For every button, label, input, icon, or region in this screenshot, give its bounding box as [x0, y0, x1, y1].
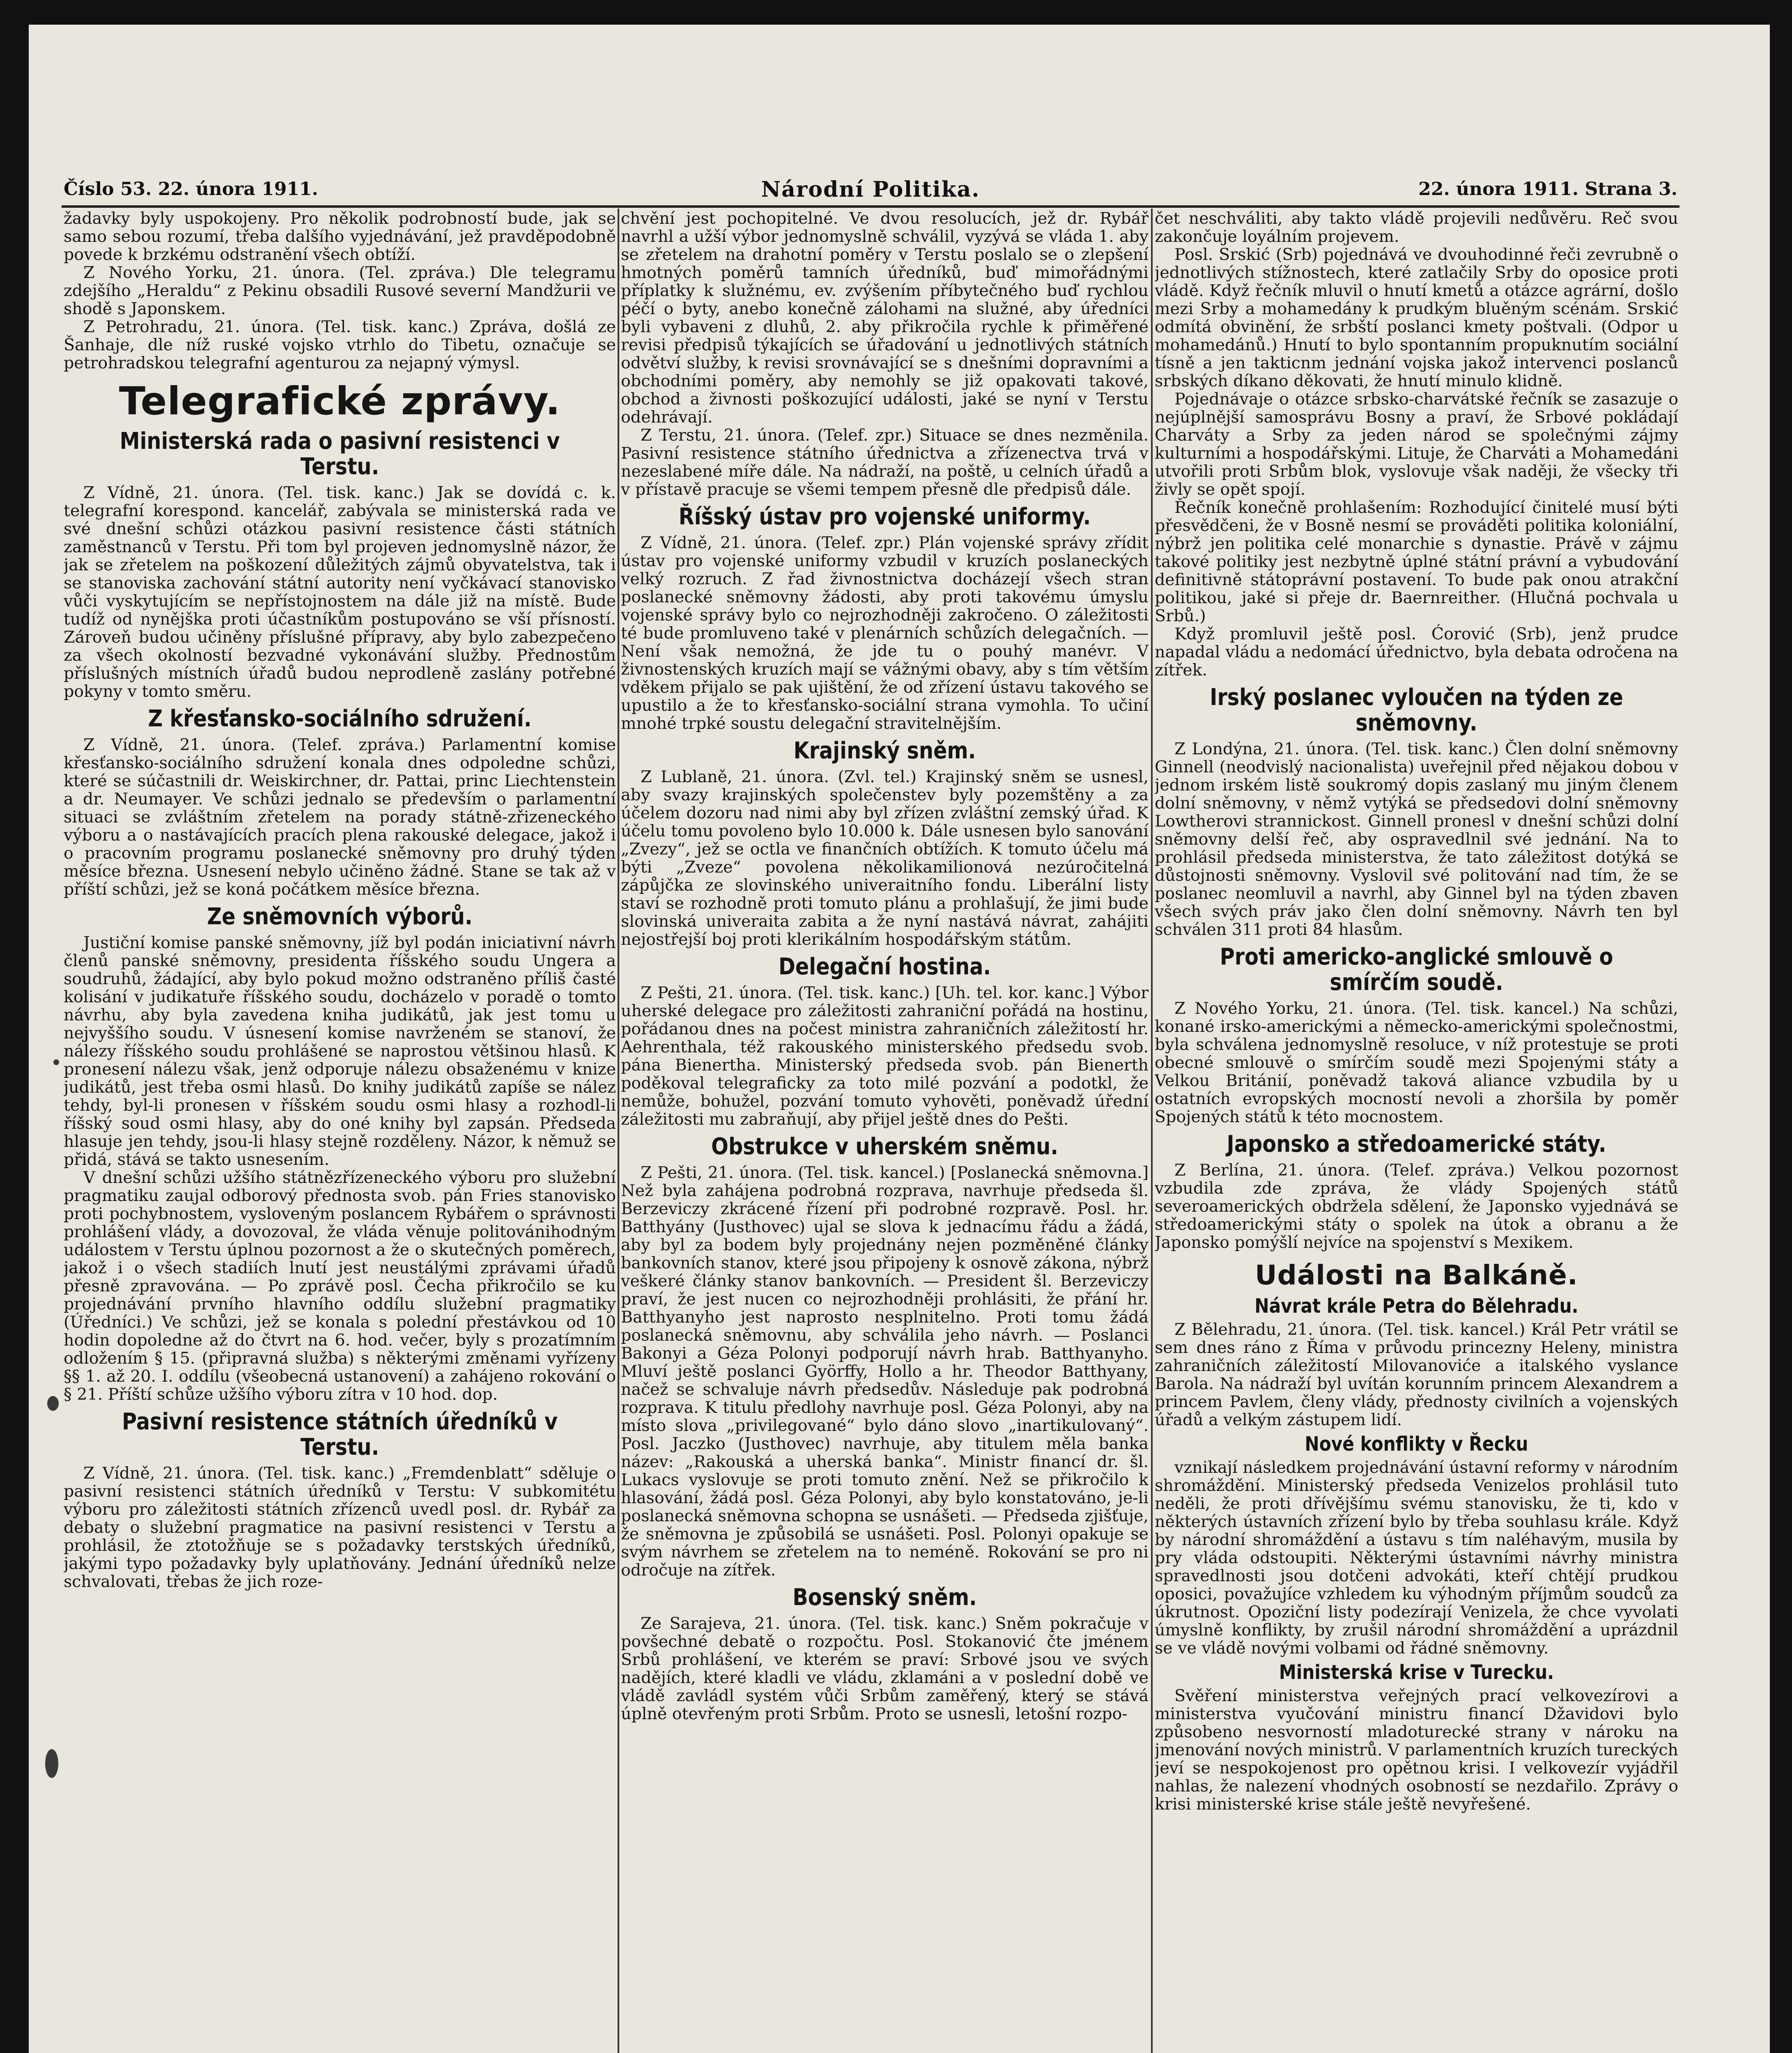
ink-blot [53, 1059, 59, 1065]
paragraph: Z Bělehradu, 21. února. (Tel. tisk. kancel.) Král Petr vrátil se sem dnes ráno z Říma v průvodu princezny Heleny, ministra zahraničních záležitostí Milovanoviće a italského vyslance Barola. Na nádraží byl uvítán korunním princem Alexandrem a princem Pavlem, členy vlády, přednosty civilních a vojenských úřadů a velkým zástupem lidí. [1155, 1320, 1678, 1429]
ink-blot [45, 1749, 58, 1778]
date-page: 22. února 1911. Strana 3. [1418, 179, 1677, 200]
paragraph: vznikají následkem projednávání ústavní reformy v národním shromáždění. Ministerský předseda Venizelos prohlásil tuto neděli, že proti dřívějšímu svému stanovisku, že ti, kdo v některých ústavních zřízení bylo by třeba souhlasu krále. Když by národní shromáždění a ústavu s tím naléhavým, musila by pry vláda odstoupiti. Některými ústavními návrhy ministra spravedlnosti jsou dotčeni advokáti, kteří chtějí prudkou oposici, považujíce vzhledem ku výhodným příjmům soudců za úkrutnost. Opoziční listy podezírají Venizela, že chce vyvolati úmyslně konflikty, by zrušil národní shromáždění a uprázdnil se ve vládě novými volbami od řádné sněmovny. [1155, 1458, 1678, 1658]
masthead: Národní Politika. [761, 177, 980, 202]
article-headline: Nové konflikty v Řecku [1305, 1433, 1528, 1456]
column-divider [618, 209, 619, 2053]
paragraph: Z Vídně, 21. února. (Tel. tisk. kanc.) Jak se dovídá c. k. telegrafní korespond. kancelář, zabývala se ministerská rada ve své dnešní schůzi otázkou pasivní resistence části státních zaměstnanců v Terstu. Při tom byl projeven jednomyslně názor, že jak se zřetelem na poškození důležitých zájmů obyvatelstva, tak i se stanoviska zachování státní autority není vyčkávací stanovisko vůči vyskytujícím se nepřístojnostem na dále již na místě. Bude tudíž od nynějška proti účastníkům postupováno se vší přísností. Zároveň budou učiněny příslušné přípravy, aby bylo zabezpečeno za všech okolností bezvadné vykonávání služby. Přednostům příslušných místních úřadů budou neprodleně zaslány potřebné pokyny v tomto směru. [64, 483, 616, 701]
article-headline: Irský poslanec vyloučen na týden ze sněmovny. [1210, 684, 1623, 736]
article-headline: Delegační hostina. [778, 953, 991, 980]
paragraph: Z Berlína, 21. února. (Telef. zpráva.) Velkou pozornost vzbudila zde zpráva, že vlády Spojených států severoamerických obdržela sdělení, že Japonsko vyjednává se středoamerickými státy o spolek na útok a obranu a že Japonsko pomýšlí nejvíce na spojenství s Mexikem. [1155, 1161, 1678, 1252]
article-headline: Ministerská krise v Turecku. [1279, 1661, 1554, 1684]
paragraph: Z Pešti, 21. února. (Tel. tisk. kanc.) [Uh. tel. kor. kanc.] Výbor uherské delegace pro záležitosti zahraniční pořádá na hostinu, pořádanou dnes na počest ministra zahraničních záležitostí hr. Aehrenthala, též rakouského ministerského předsedu svob. pána Bienertha. Ministerský předseda svob. pán Bienerth poděkoval telegraficky za toto milé pozvání a podotkl, že nemůže, bohužel, pozvání tomuto vyhověti, poněvadž úřední záležitosti mu zabraňují, aby přijel ještě dnes do Pešti. [621, 983, 1149, 1129]
article-headline: Pasivní resistence státních úředníků v Terstu. [122, 1408, 558, 1461]
article-headline: Krajinský sněm. [793, 737, 976, 764]
paragraph: chvění jest pochopitelné. Ve dvou resolucích, jež dr. Rybář navrhl a užší výbor jednomyslně schválil, vyzývá se vláda 1. aby se zřetelem na drahotní poměry v Terstu poslalo se o zlepšení hmotných poměrů tamních úředníků, buď mimořádnými příplatky k služnému, ev. zvýšením příbytečného buď rychlou péčí o byty, anebo konečně zálohami na služné, aby úředníci byli vybaveni z dluhů, 2. aby přikročila rychle k přiměřené revisi předpisů týkajících se úřadování u jednotlivých státních odvětví služby, k revisi srovnávající se s dnešními dopravními a obchodními poměry, aby nemohly se již opakovati takové, obchod a živnosti poškozující události, jaké se nyní v Terstu odehrávají. [621, 209, 1149, 427]
paragraph: Když promluvil ještě posl. Ćorović (Srb), jenž prudce napadal vládu a nedomácí úřednictvo, byla debata odročena na zítřek. [1155, 625, 1678, 680]
paragraph: Z Nového Yorku, 21. února. (Tel. zpráva.) Dle telegramu zdejšího „Heraldu“ z Pekinu obsadili Rusové severní Mandžurii ve shodě s Japonskem. [64, 263, 616, 318]
section-title: Telegrafické zprávy. [119, 379, 561, 424]
paragraph: V dnešní schůzi užšího státnězřízeneckého výboru pro služební pragmatiku zaujal odborový přednosta svob. pán Fries stanovisko proti pochybnostem, vysloveným poslancem Rybářem o správnosti prohlášení vlády, a dovozoval, že vláda věnuje politovánihodným událostem v Terstu úplnou pozornost a že o skutečných poměrech, jakož i o všech stadiích lnutí jest neustálými zprávami úřadů přesně zpravována. — Po zprávě posl. Čecha přikročilo se ku projednávání prvního hlavního oddílu služební pragmatiky (Úředníci.) Ve schůzi, jež se konala s polední přestávkou od 10 hodin dopoledne až do čtvrt na 6. hod. večer, byly s prozatímním odložením § 15. (připravná služba) s některými změnami vyřízeny §§ 1. až 20. I. oddílu (všeobecná ustanovení) a zahájeno rokování o § 21. Příští schůze užšího výboru zítra v 10 hod. dop. [64, 1168, 616, 1404]
column-3 [1155, 209, 1678, 2053]
issue-number: Číslo 53. 22. února 1911. [64, 179, 318, 200]
paragraph: Z Vídně, 21. února. (Telef. zpráva.) Parlamentní komise křesťansko-sociálního sdružení konala dnes odpoledne schůzi, které se súčastnili dr. Weiskirchner, dr. Pattai, princ Liechtenstein a dr. Neumayer. Ve schůzi jednalo se především o parlamentní situaci se zvláštním zřetelem na porady státně-zřizeneckého výboru a o nastávajících pracích plena rakouské delegace, jakož i o pracovním programu poslanecké sněmovny pro druhý týden měsíce března. Usnesení nebylo učiněno žádné. Stane se tak až v příští schůzi, jež se koná počátkem měsíce března. [64, 735, 616, 899]
article-headline: Z křesťansko-sociálního sdružení. [148, 705, 532, 732]
paragraph: Z Nového Yorku, 21. února. (Tel. tisk. kancel.) Na schůzi, konané irsko-americkými a německo-americkými společnostmi, byla schválena jednomyslně resoluce, v níž protestuje se proti obecné smlouvě o smírčím soudě mezi Spojenými státy a Velkou Británií, poněvadž taková aliance vzbudila by u ostatních evropských mocností nevoli a zhoršila by poměr Spojených států k této mocnostem. [1155, 999, 1678, 1126]
paragraph: Z Vídně, 21. února. (Tel. tisk. kanc.) „Fremdenblatt“ sděluje o pasivní resistenci státních úředníků v Terstu: V subkomitétu výboru pro záležitosti státních zřízenců uvedl posl. dr. Rybář za debaty o služební pragmatice na pasivní resistenci v Terstu a prohlásil, že ztotožňuje se s požadavky terstských úředníků, jakými typo požadavky byly uplatňovány. Jednání úředníků nelze schvalovati, třebas že jich roze- [64, 1464, 616, 1591]
paragraph: Ze Sarajeva, 21. února. (Tel. tisk. kanc.) Sněm pokračuje v povšechné debatě o rozpočtu. Posl. Stokanović čte jménem Srbů prohlášení, ve kterém se praví: Srbové jsou ve svých nadějích, které kladli ve vládu, zklamáni a v poslední době ve vládě zavládl systém vůči Srbům zaměřený, který se stává úplně otevřeným proti Srbům. Proto se usnesli, letošní rozpo- [621, 1614, 1149, 1723]
paragraph: Svěření ministerstva veřejných prací velkovezírovi a ministerstva vyučování ministru financí Džavidovi bylo způsobeno nesvorností mladoturecké strany v nároku na jmenování nových ministrů. V parlamentních kruzích tureckých jeví se nespokojenost pro opětnou krisi. I velkovezír vyjádřil nahlas, že nalezení vhodných osobností se nezdařilo. Zprávy o krisi ministerské krise stále ještě nevyřešené. [1155, 1686, 1678, 1814]
article-headline: Obstrukce v uherském sněmu. [711, 1133, 1058, 1160]
article-headline: Říšský ústav pro vojenské uniformy. [678, 503, 1091, 530]
article-headline: Bosenský sněm. [793, 1584, 977, 1611]
paragraph: Posl. Srskić (Srb) pojednává ve dvouhodinné řeči zevrubně o jednotlivých stížnostech, které zatlačily Srby do oposice proti vládě. Když řečník mluvil o hnutí kmetů a otázce agrární, došlo mezi Srby a mohamedány k prudkým bluěným scénám. Srskić odmítá obvinění, že srbští poslanci kmety poštvali. (Odpor u mohamedánů.) Hnutí to bylo spontanním propuknutím sociální tísně a jen takticnm jednání vojska jakož intervenci poslanců srbských díkano děkovati, že hnutí minulo klidně. [1155, 245, 1678, 390]
paragraph: Z Londýna, 21. února. (Tel. tisk. kanc.) Člen dolní sněmovny Ginnell (neodvislý nacionalista) uveřejnil před nějakou dobou v jednom irském listě soukromý dopis zaslaný mu jiným členem dolní sněmovny, v němž vytýká se předsedovi dolní sněmovny Lowtherovi strannickost. Ginnell pronesl v dnešní schůzi dolní sněmovny delší řeč, aby ospravedlnil své jednání. Na to prohlásil předseda ministerstva, že tato záležitost dotýká se důstojnosti sněmovny. Vyslovil své politování nad tím, že se poslanec neomluvil a navrhl, aby Ginnel byl na týden zbaven všech svých práv jako člen dolní sněmovny. Návrh ten byl schválen 311 proti 84 hlasům. [1155, 739, 1678, 939]
article-headline: Ze sněmovních výborů. [207, 903, 473, 930]
column-2 [621, 209, 1149, 2053]
page-header [64, 179, 1677, 203]
column-1 [64, 209, 616, 2053]
paragraph: Justiční komise panské sněmovny, jíž byl podán iniciativní návrh členů panské sněmovny, presidenta říšského soudu Ungera a soudruhů, žádající, aby bylo pokud možno odstraněno příliš časté kolisání v judikatuře říšského soudu, docházelo v poradě o tomto návrhu, aby byla zavedena kniha judikátů, jak jest tomu u nejvyššího soudu. V úsnesení komise navrženém se stanoví, že nálezy říšského soudu prohlášené se naprostou většinou hlasů. K pronesení nálezu však, jenž odporuje nálezu obsaženému v knize judikátů, jest třeba osmi hlasů. Do knihy judikátů zapíše se nález tehdy, byl-li pronesen v říšském soudu osmi hlasy a rozhodl-li říšský soud osmi hlasy, aby do oné knihy byl zapsán. Předseda hlasuje jen tehdy, jsou-li hlasy stejně rozděleny. Názor, k němuž se přidá, stává se takto usnesením. [64, 933, 616, 1169]
article-headline: Proti americko-anglické smlouvě o smírčím soudě. [1220, 944, 1613, 996]
article-headline: Návrat krále Petra do Bělehradu. [1254, 1295, 1578, 1318]
paragraph: žadavky byly uspokojeny. Pro několik podrobností bude, jak se samo sebou rozumí, třeba dalšího vyjednávání, jež pravděpodobně povede k brzkému odstranění všech obtíží. [64, 209, 616, 264]
paragraph: Z Pešti, 21. února. (Tel. tisk. kancel.) [Poslanecká sněmovna.] Než byla zahájena podrobná rozprava, navrhuje předseda šl. Berzeviczy zkrácené řízení při podrobné rozpravě. Posl. hr. Batthyány (Justhovec) ujal se slova k jednacímu řádu a žádá, aby byl za bodem byly projednány nejen pozměněné články bankovních stanov, které jsou připojeny k osnově zákona, nýbrž veškeré články stanov bankovních. — President šl. Berzeviczy praví, že jest nucen co nejrozhodněji prohlásiti, že přání hr. Batthyanyho jest naprosto nesplnitelno. Proti tomu žádá poslanecká sněmovnu, aby schválila jeho návrh. — Poslanci Bakonyi a Géza Polonyi podporují návrh hrab. Batthyanyho. Mluví ještě poslanci Györffy, Hollo a hr. Theodor Batthyany, načež se schvaluje návrh předsedův. Následuje pak podrobná rozprava. K titulu předlohy navrhuje posl. Géza Polonyi, aby na místo slova „privilegované“ bylo dáno slovo „inartikulovaný“. Posl. Jaczko (Justhovec) navrhuje, aby titulem měla banka název: „Rakouská a uherská banka“. Ministr financí dr. šl. Lukacs vyslovuje se proti tomuto znění. Než se přikročilo k hlasování, žádá posl. Géza Polonyi, aby bylo konstatováno, je-li poslanecká sněmovna schopna se usnášeti. — Předseda zjišťuje, že sněmovna je způsobilá se usnášeti. Posl. Polonyi opakuje se svým návrhem se zřetelem na to neméně. Rokování se pro ni odročuje na zítřek. [621, 1163, 1149, 1580]
column-divider [1151, 209, 1153, 2053]
paragraph: Z Lublaně, 21. února. (Zvl. tel.) Krajinský sněm se usnesl, aby svazy krajinských společenstev byly pozemštěny a za účelem dozoru nad nimi aby byl zřízen zvláštní zemský úřad. K účelu tomu povoleno bylo 10.000 k. Dále usnesen bylo sanování „Zvezy“, jež se octla ve finančních obtížích. K tomuto účelu má býti „Zveze“ povolena několikamilionová nezúročitelná zápůjčka ze slovinského univeraitního fondu. Liberální listy staví se rozhodně proti tomuto plánu a prohlašují, že jimi bude slovinská univeraita zabita a že nyní nastává návrat, zahájiti nejostřejší boj proti klerikálním hospodářským státům. [621, 767, 1149, 949]
paragraph: Z Vídně, 21. února. (Telef. zpr.) Plán vojenské správy zřídit ústav pro vojenské uniformy vzbudil v kruzích poslaneckých velký rozruch. Z řad živnostnictva docházejí všech stran poslanecké sněmovny žádosti, aby proti takovému úmyslu vojenské správy bylo co nejrozhodněji zakročeno. O záležitosti té bude promluveno také v plenárních schůzích delegačních. — Není však nemožná, že jde tu o pouhý manévr. V živnostenských kruzích mají se vážnými obavy, aby s tím větším vděkem přijalo se pak ujištění, že od zřízení ústavu takového se upustilo a že to křesťansko-sociální strana vymohla. To učiní mnohé trpké soustu delegační stravitelnějším. [621, 533, 1149, 733]
ink-blot [47, 1396, 59, 1411]
article-headline: Ministerská rada o pasivní resistenci v Terstu. [119, 428, 560, 480]
header-rule [62, 205, 1679, 208]
paragraph: Z Petrohradu, 21. února. (Tel. tisk. kanc.) Zpráva, došlá ze Šanhaje, dle níž ruské vojsko vtrhlo do Tibetu, označuje se petrohradskou telegrafní agenturou za nejapný výmysl. [64, 317, 616, 372]
article-headline: Japonsko a středoamerické státy. [1227, 1131, 1606, 1157]
section-title: Události na Balkáně. [1255, 1259, 1578, 1291]
paragraph: Pojednávaje o otázce srbsko-charvátské řečník se zasazuje o nejúplnější samosprávu Bosny a praví, že Srbové pokládají Charváty a Srby za jeden národ se společnými zájmy kulturními a hospodářskými. Lituje, že Charváti a Mohamedáni utvořili proti Srbům blok, vyslovuje však naději, že všecky tři živly se opět spojí. [1155, 390, 1678, 499]
paragraph: Řečník konečně prohlašením: Rozhodující činitelé musí býti přesvědčeni, že v Bosně nesmí se prováděti politika koloniální, nýbrž jen politika celé monarchie s dynastie. Právě v zájmu takové politiky jest nezbytně úplné státní právní a vybudování definitivně státoprávní postavení. To bude pak onou atrakční politikou, jaké si přeje dr. Baernreither. (Hlučná pochvala u Srbů.) [1155, 498, 1678, 625]
paragraph: čet neschváliti, aby takto vládě projevili nedůvěru. Reč svou zakončuje loyálním projevem. [1155, 209, 1678, 246]
paragraph: Z Terstu, 21. února. (Telef. zpr.) Situace se dnes nezměnila. Pasivní resistence státního úřednictva a zřízenectva trvá v nezeslabené míře dále. Na nádraží, na poště, u celních úřadů a v přístavě pracuje se všemi tempem přesně dle předpisů dále. [621, 426, 1149, 499]
